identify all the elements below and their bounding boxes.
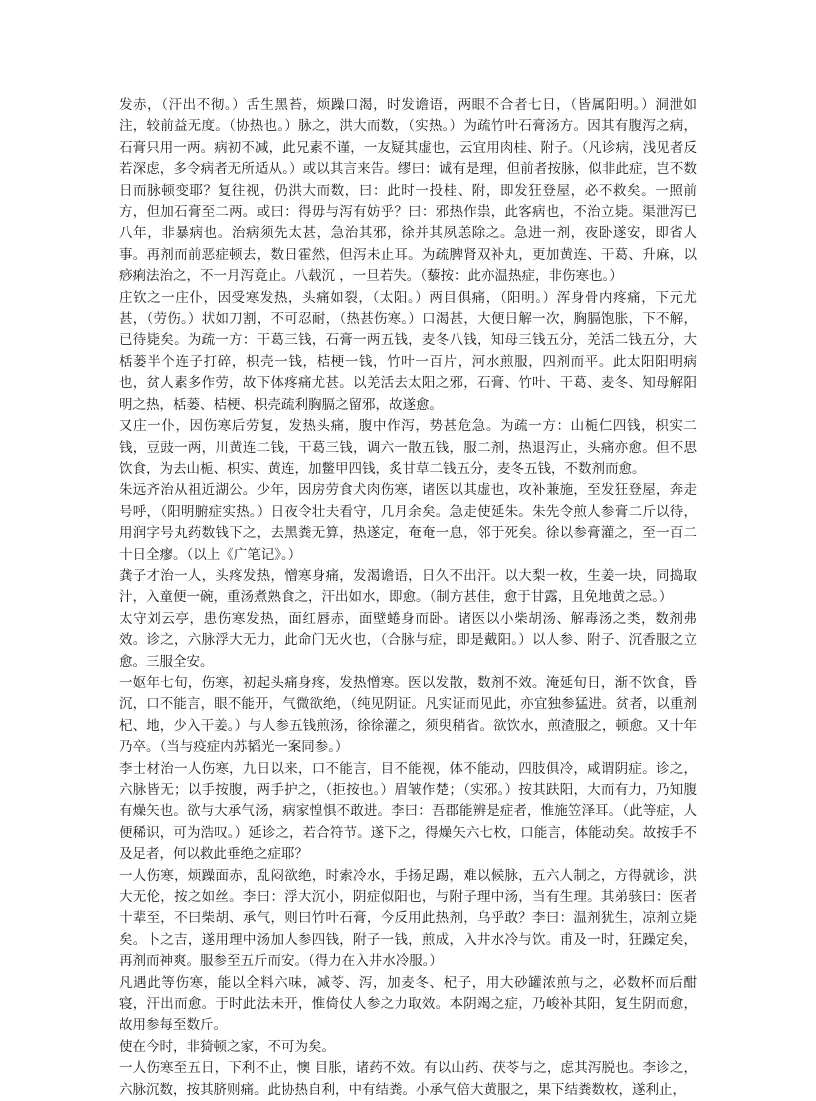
paragraph: 一妪年七旬，伤寒，初起头痛身疼，发热憎寒。医以发散，数剂不效。淹延旬日，渐不饮食，昏沉，口不能言，眼不能开，气微欲绝，（纯见阴证。凡实证而见此，亦宜独参猛进。贫者，以重剂杞、地，少入干姜。）与人参五钱煎汤，徐徐灌之，须臾稍省。欲饮水，煎渣服之，顿愈。又十年乃卒。（当与疫症内苏韬光一案同参。） [119, 674, 697, 756]
paragraph: 太守刘云亭，患伤寒发热，面红唇赤，面壁蜷身而卧。诸医以小柴胡汤、解毒汤之类，数剂弗效。诊之，六脉浮大无力，此命门无火也，（合脉与症，即是戴阳。）以人参、附子、沉香服之立愈。三服全安。 [119, 610, 697, 670]
paragraph: 使在今时，非猗顿之家，不可为矣。 [119, 1038, 335, 1055]
paragraph: 一人伤寒，烦躁面赤，乱闷欲绝，时索冷水，手扬足踢，难以候脉，五六人制之，方得就诊，洪大无伦，按之如丝。李曰：浮大沉小，阴症似阳也，与附子理中汤，当有生理。其弟骇曰：医者十辈至，不曰柴胡、承气，则曰竹叶石膏，今反用此热剂，乌乎敢？李曰：温剂犹生，凉剂立毙矣。卜之吉，遂用理中汤加人参四钱，附子一钱，煎成，入井水冷与饮。甫及一时，狂躁定矣，再剂而神爽。服参至五斤而安。（得力在入井水冷服。） [119, 867, 697, 970]
paragraph: 庄钦之一庄仆，因受寒发热，头痛如裂，（太阳。）两目俱痛，（阳明。）浑身骨内疼痛，下元尤甚，（劳伤。）状如刀割，不可忍耐，（热甚伤寒。）口渴甚，大便日解一次，胸膈饱胀，下不解，已待毙矣。为疏一方：干葛三钱，石膏一两五钱，麦冬八钱，知母三钱五分，羌活二钱五分，大栝蒌半个连子打碎，枳壳一钱，桔梗一钱，竹叶一百片，河水煎服，四剂而平。此太阳阳明病也，贫人素多作劳，故下体疼痛尤甚。以羌活去太阳之邪，石膏、竹叶、干葛、麦冬、知母解阳明之热，栝蒌、桔梗、枳壳疏利胸膈之留邪，故遂愈。 [119, 289, 697, 413]
document-page [119, 95, 697, 1101]
paragraph: 朱远齐治从祖近湖公。少年，因房劳食犬肉伤寒，诸医以其虚也，攻补兼施，至发狂登屋，奔走号呼，（阳明腑症实热。）日夜令壮夫看守，几月余矣。急走使延朱。朱先令煎人参膏二斤以待，用润字号丸药数钱下之，去黑粪无算，热遂定，奄奄一息，邻于死矣。徐以参膏灌之，至一百二十日全瘳。（以上《广笔记》。） [119, 482, 697, 563]
paragraph: 又庄一仆，因伤寒后劳复，发热头痛，腹中作泻，势甚危急。为疏一方：山栀仁四钱，枳实二钱，豆豉一两，川黄连二钱，干葛三钱，调六一散五钱，服二剂，热退泻止，头痛亦愈。但不思饮食，为去山栀、枳实、黄连，加鳖甲四钱，炙甘草二钱五分，麦冬五钱，不数剂而愈。 [119, 418, 697, 477]
paragraph: 龚子才治一人，头疼发热，憎寒身痛，发渴谵语，日久不出汗。以大梨一枚，生姜一块，同捣取汁，入童便一碗，重汤煮熟食之，汗出如水，即愈。（制方甚佳，愈于甘露，且免地黄之忌。） [119, 567, 697, 606]
paragraph: 一人伤寒至五日，下利不止，懊 目胀，诸药不效。有以山药、茯苓与之，虑其泻脱也。李诊之，六脉沉数，按其脐则痛。此协热自利，中有结粪。小承气倍大黄服之，果下结粪数枚，遂利止， [119, 1060, 697, 1098]
paragraph: 发赤，（汗出不彻。）舌生黑苔，烦躁口渴，时发谵语，两眼不合者七日，（皆属阳明。）洞泄如注，较前益无度。（协热也。）脉之，洪大而数，（实热。）为疏竹叶石膏汤方。因其有腹泻之病，石膏只用一两。病初不减，此兄素不谨，一友疑其虚也，云宜用肉桂、附子。（凡诊病，浅见者反若深虑，多令病者无所适从。）或以其言来告。缪曰：诚有是理，但前者按脉，似非此症，岂不数日而脉顿变耶？复往视，仍洪大而数，曰：此时一投桂、附，即发狂登屋，必不救矣。一照前方，但加石膏至二两。或曰：得毋与泻有妨乎？曰：邪热作祟，此客病也，不治立毙。渠泄泻已八年，非暴病也。治病须先太甚，急治其邪，徐并其夙恙除之。急进一剂，夜卧遂安，即省人事。再剂而前恶症顿去，数日霍然，但泻未止耳。为疏脾肾双补丸，更加黄连、干葛、升麻，以痧痢法治之，不一月泻竟止。八载沉 ，一旦若失。（藜按：此亦温热症，非伤寒也。） [119, 97, 697, 285]
paragraph: 李士材治一人伤寒，九日以来，口不能言，目不能视，体不能动，四肢俱冷，咸谓阴症。诊之，六脉皆无；以手按腹，两手护之，（拒按也。）眉皱作楚；（实邪。）按其趺阳，大而有力，乃知腹有燥矢也。欲与大承气汤，病家惶惧不敢进。李曰：吾郡能辨是症者，惟施笠泽耳。（此等症，人便稀识，可为浩叹。）延诊之，若合符节。遂下之，得燥矢六七枚，口能言，体能动矣。故按手不及足者，何以救此垂绝之症耶？ [119, 760, 697, 863]
paragraph: 凡遇此等伤寒，能以全料六味，减苓、泻，加麦冬、杞子，用大砂罐浓煎与之，必数杯而后酣寝，汗出而愈。于时此法未开，惟倚仗人参之力取效。本阴竭之症，乃峻补其阳，复生阴而愈，故用参每至数斤。 [119, 974, 697, 1034]
